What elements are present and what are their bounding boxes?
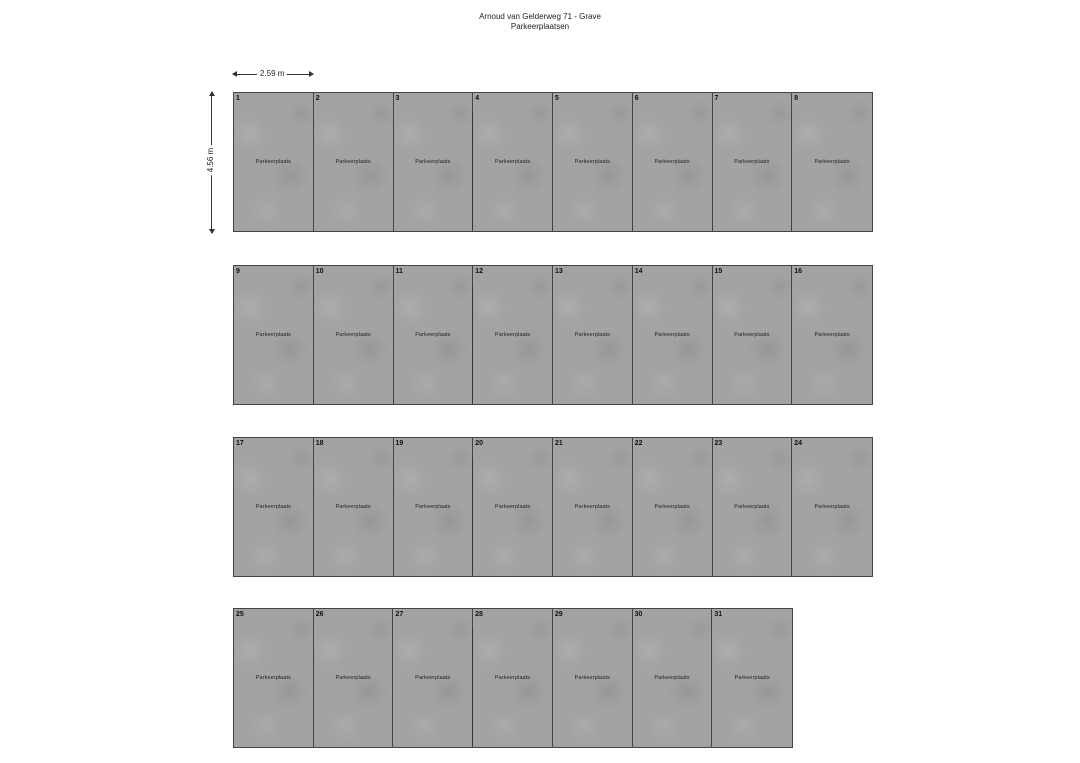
parking-spot: [394, 438, 474, 576]
spot-number: 15: [714, 268, 723, 275]
spot-number: 27: [395, 611, 404, 618]
arrow-right-icon: [309, 71, 314, 77]
parking-spot: [713, 93, 793, 231]
spot-number: 8: [794, 95, 799, 102]
arrow-up-icon: [209, 91, 215, 96]
spot-label: Parkeerplaats: [574, 159, 610, 165]
parking-spot: [473, 609, 553, 747]
parking-spot: [234, 93, 314, 231]
spot-label: Parkeerplaats: [255, 675, 291, 681]
spot-label: Parkeerplaats: [734, 504, 770, 510]
parking-spot: [314, 438, 394, 576]
width-label: 2.59 m: [257, 68, 287, 80]
spot-number: 3: [395, 95, 400, 102]
spot-number: 25: [236, 611, 244, 618]
spot-label: Parkeerplaats: [495, 332, 531, 338]
parking-spot: [314, 266, 394, 404]
spot-label: Parkeerplaats: [654, 332, 690, 338]
parking-spot: [473, 93, 553, 231]
spot-label: Parkeerplaats: [814, 159, 850, 165]
spot-number: 10: [315, 268, 324, 275]
parking-spot: [792, 438, 872, 576]
spot-number: 13: [555, 268, 563, 275]
spot-number: 7: [714, 95, 719, 102]
width-dimension: [233, 68, 313, 80]
parking-spot: [712, 609, 792, 747]
parking-spot: [234, 609, 314, 747]
spot-label: Parkeerplaats: [255, 504, 291, 510]
spot-label: Parkeerplaats: [335, 675, 371, 681]
parking-spot: [234, 438, 314, 576]
spot-number: 29: [554, 611, 563, 618]
parking-spot: [473, 266, 553, 404]
spot-number: 22: [634, 440, 643, 447]
spot-label: Parkeerplaats: [814, 504, 850, 510]
spot-number: 19: [395, 440, 404, 447]
spot-label: Parkeerplaats: [335, 332, 371, 338]
parking-spot: [713, 266, 793, 404]
spot-number: 30: [634, 611, 643, 618]
spot-number: 20: [475, 440, 484, 447]
parking-spot: [713, 438, 793, 576]
spot-label: Parkeerplaats: [255, 159, 291, 165]
spot-label: Parkeerplaats: [574, 332, 610, 338]
parking-spot: [314, 609, 394, 747]
parking-spot: [553, 609, 633, 747]
spot-label: Parkeerplaats: [734, 675, 770, 681]
parking-spot: [553, 438, 633, 576]
spot-number: 9: [236, 268, 240, 275]
spot-label: Parkeerplaats: [574, 504, 610, 510]
parking-spot: [394, 266, 474, 404]
drawing-subtitle: Parkeerplaatsen: [510, 22, 570, 31]
drawing-title: [0, 12, 1080, 32]
spot-label: Parkeerplaats: [654, 159, 690, 165]
spot-label: Parkeerplaats: [415, 159, 451, 165]
spot-label: Parkeerplaats: [574, 675, 610, 681]
spot-number: 2: [315, 95, 320, 102]
spot-label: Parkeerplaats: [415, 332, 451, 338]
parking-row-4: [233, 608, 793, 748]
parking-spot: [792, 266, 872, 404]
spot-label: Parkeerplaats: [415, 504, 451, 510]
spot-number: 1: [236, 95, 240, 102]
height-dimension: [204, 92, 218, 233]
spot-number: 4: [475, 95, 480, 102]
parking-row-2: [233, 265, 873, 405]
parking-spot: [633, 266, 713, 404]
spot-label: Parkeerplaats: [734, 159, 770, 165]
height-label: 4.56 m: [205, 145, 217, 175]
spot-label: Parkeerplaats: [335, 159, 371, 165]
spot-number: 21: [555, 440, 563, 447]
parking-row-3: [233, 437, 873, 577]
parking-spot: [234, 266, 314, 404]
spot-label: Parkeerplaats: [495, 159, 531, 165]
spot-number: 12: [475, 268, 484, 275]
parking-spot: [553, 266, 633, 404]
spot-label: Parkeerplaats: [734, 332, 770, 338]
spot-label: Parkeerplaats: [654, 504, 690, 510]
parking-row-1: [233, 92, 873, 232]
parking-spot: [473, 438, 553, 576]
spot-label: Parkeerplaats: [255, 332, 291, 338]
parking-spot: [393, 609, 473, 747]
spot-number: 5: [555, 95, 559, 102]
arrow-down-icon: [209, 229, 215, 234]
spot-number: 16: [794, 268, 803, 275]
spot-number: 14: [634, 268, 643, 275]
parking-spot: [314, 93, 394, 231]
spot-number: 24: [794, 440, 803, 447]
arrow-left-icon: [232, 71, 237, 77]
parking-spot: [633, 93, 713, 231]
parking-spot: [792, 93, 872, 231]
spot-label: Parkeerplaats: [654, 675, 690, 681]
address-title: Arnoud van Gelderweg 71 - Grave: [479, 12, 601, 21]
spot-label: Parkeerplaats: [415, 675, 451, 681]
spot-label: Parkeerplaats: [814, 332, 850, 338]
spot-number: 11: [395, 268, 403, 275]
spot-number: 26: [315, 611, 324, 618]
parking-spot: [633, 609, 713, 747]
spot-label: Parkeerplaats: [335, 504, 371, 510]
parking-spot: [394, 93, 474, 231]
spot-number: 18: [315, 440, 324, 447]
spot-number: 23: [714, 440, 723, 447]
spot-number: 17: [236, 440, 244, 447]
parking-spot: [553, 93, 633, 231]
spot-number: 6: [634, 95, 639, 102]
spot-number: 28: [475, 611, 483, 618]
spot-label: Parkeerplaats: [495, 504, 531, 510]
spot-number: 31: [714, 611, 723, 618]
spot-label: Parkeerplaats: [494, 675, 531, 681]
parking-spot: [633, 438, 713, 576]
